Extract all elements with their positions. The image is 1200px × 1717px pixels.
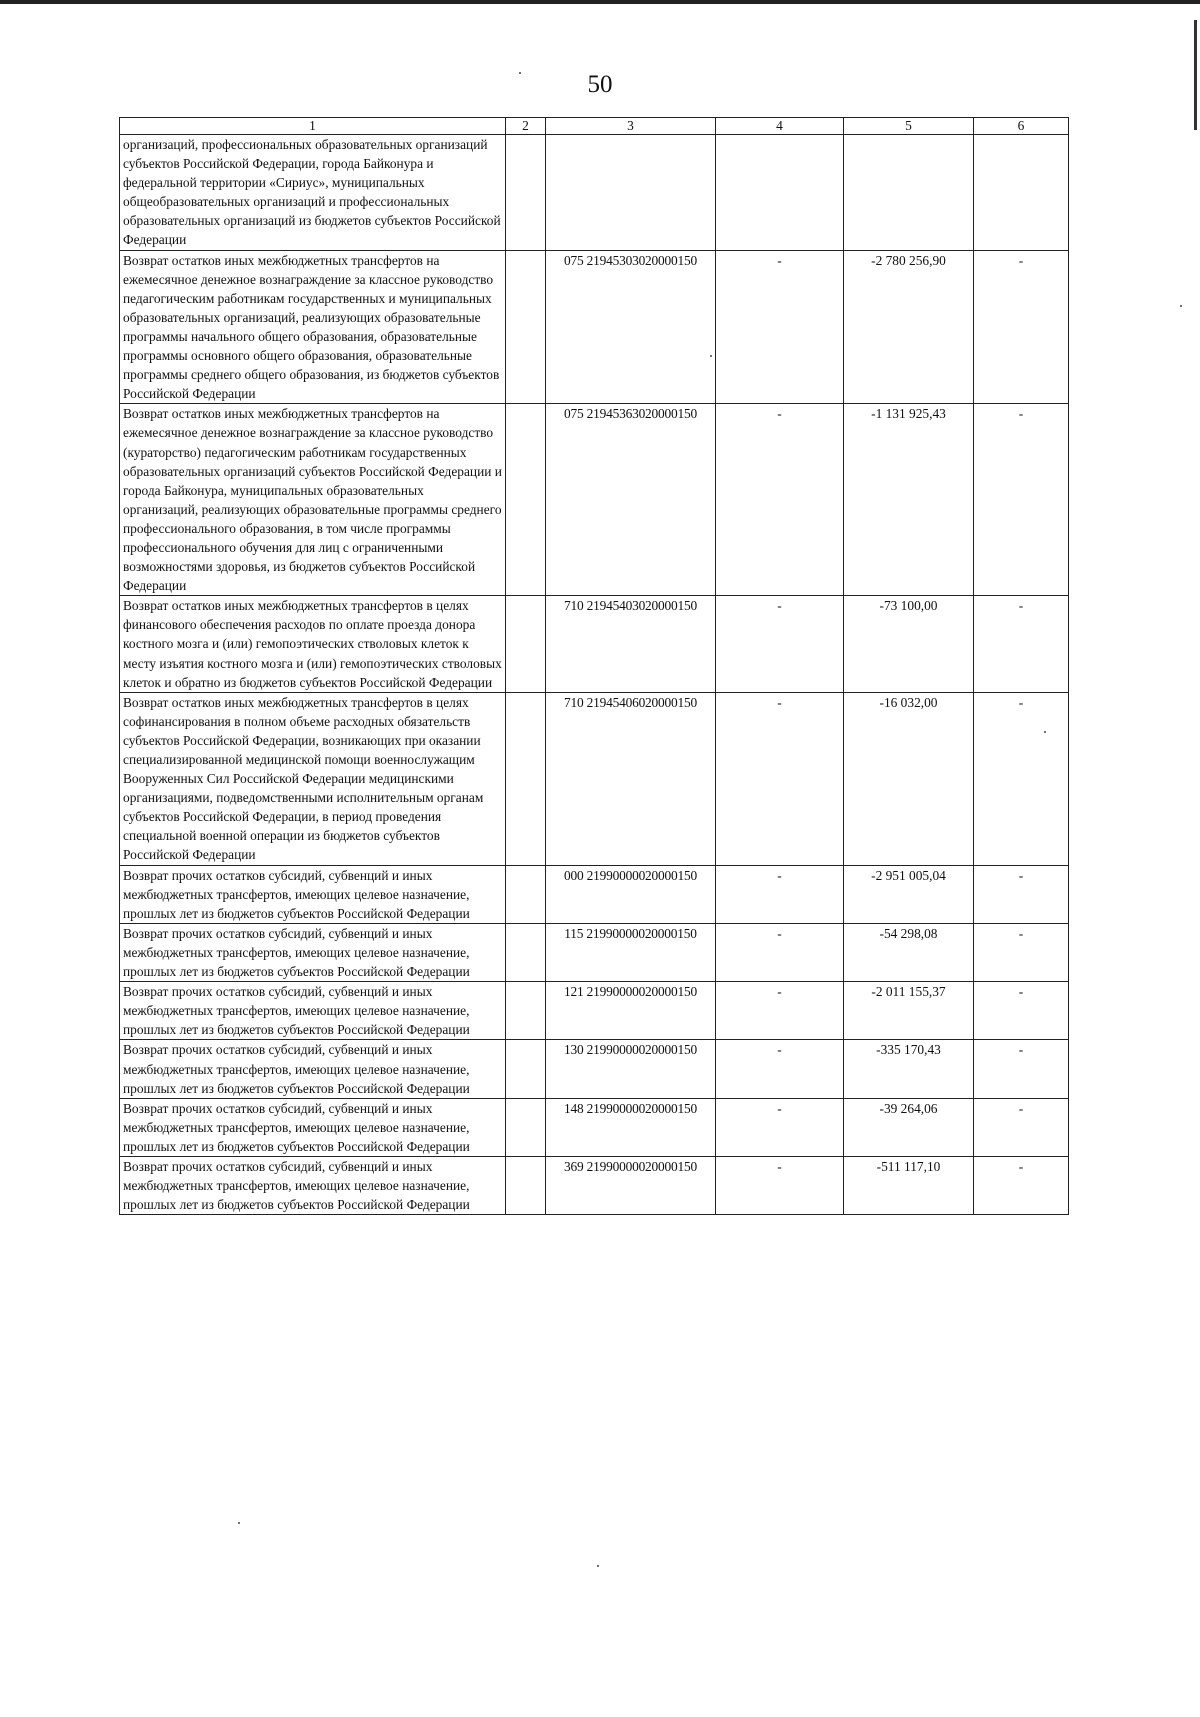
description-cell: организаций, профессиональных образовательных организаций субъектов Российской Федерации, города Байконура и федеральной территории «Сириус», муниципальных общеобразовательных организаций и профессиональных образовательных организаций из бюджетов субъектов Российской Федерации bbox=[120, 135, 506, 251]
header-col-2: 2 bbox=[506, 118, 546, 135]
table-row bbox=[120, 135, 1069, 251]
description-cell: Возврат остатков иных межбюджетных трансфертов в целях финансового обеспечения расходов по оплате проезда донора костного мозга и (или) гемопоэтических стволовых клеток к месту изъятия костного мозга и (или) гемопоэтических стволовых клеток и обратно из бюджетов субъектов Российской Федерации bbox=[120, 596, 506, 692]
column-2-cell bbox=[506, 865, 546, 923]
column-4-cell bbox=[716, 135, 844, 251]
scan-speck bbox=[1180, 305, 1182, 307]
amount-cell: -2 780 256,90 bbox=[844, 250, 974, 404]
description-cell: Возврат прочих остатков субсидий, субвенций и иных межбюджетных трансфертов, имеющих целевое назначение, прошлых лет из бюджетов субъектов Российской Федерации bbox=[120, 1098, 506, 1156]
column-4-cell: - bbox=[716, 1098, 844, 1156]
column-2-cell bbox=[506, 1156, 546, 1214]
column-2-cell bbox=[506, 404, 546, 596]
table-row bbox=[120, 982, 1069, 1040]
scan-speck bbox=[519, 72, 521, 74]
description-cell: Возврат прочих остатков субсидий, субвенций и иных межбюджетных трансфертов, имеющих целевое назначение, прошлых лет из бюджетов субъектов Российской Федерации bbox=[120, 865, 506, 923]
table-row bbox=[120, 404, 1069, 596]
header-col-1: 1 bbox=[120, 118, 506, 135]
column-4-cell: - bbox=[716, 865, 844, 923]
column-6-cell: - bbox=[974, 865, 1069, 923]
budget-code-cell: 115 21990000020000150 bbox=[546, 923, 716, 981]
column-4-cell: - bbox=[716, 692, 844, 865]
column-4-cell: - bbox=[716, 1156, 844, 1214]
budget-code-cell: 710 21945403020000150 bbox=[546, 596, 716, 692]
description-cell: Возврат остатков иных межбюджетных трансфертов на ежемесячное денежное вознаграждение за классное руководство педагогическим работникам государственных и муниципальных образовательных организаций, реализующих образовательные программы начального общего образования, образовательные программы основного общего образования, образовательные программы среднего общего образования, из бюджетов субъектов Российской Федерации bbox=[120, 250, 506, 404]
table-row bbox=[120, 1156, 1069, 1214]
description-cell: Возврат прочих остатков субсидий, субвенций и иных межбюджетных трансфертов, имеющих целевое назначение, прошлых лет из бюджетов субъектов Российской Федерации bbox=[120, 1040, 506, 1098]
table-header-row bbox=[120, 118, 1069, 135]
page-number: 50 bbox=[587, 71, 613, 98]
column-6-cell: - bbox=[974, 1040, 1069, 1098]
scan-top-border bbox=[0, 0, 1200, 4]
budget-code-cell: 000 21990000020000150 bbox=[546, 865, 716, 923]
column-4-cell: - bbox=[716, 250, 844, 404]
column-6-cell: - bbox=[974, 250, 1069, 404]
header-col-5: 5 bbox=[844, 118, 974, 135]
scan-speck bbox=[597, 1565, 599, 1567]
column-2-cell bbox=[506, 923, 546, 981]
description-cell: Возврат прочих остатков субсидий, субвенций и иных межбюджетных трансфертов, имеющих целевое назначение, прошлых лет из бюджетов субъектов Российской Федерации bbox=[120, 1156, 506, 1214]
budget-code-cell: 369 21990000020000150 bbox=[546, 1156, 716, 1214]
description-cell: Возврат прочих остатков субсидий, субвенций и иных межбюджетных трансфертов, имеющих целевое назначение, прошлых лет из бюджетов субъектов Российской Федерации bbox=[120, 982, 506, 1040]
description-cell: Возврат прочих остатков субсидий, субвенций и иных межбюджетных трансфертов, имеющих целевое назначение, прошлых лет из бюджетов субъектов Российской Федерации bbox=[120, 923, 506, 981]
column-4-cell: - bbox=[716, 596, 844, 692]
column-4-cell: - bbox=[716, 1040, 844, 1098]
column-2-cell bbox=[506, 1098, 546, 1156]
column-6-cell: - bbox=[974, 1098, 1069, 1156]
header-col-3: 3 bbox=[546, 118, 716, 135]
amount-cell: -2 011 155,37 bbox=[844, 982, 974, 1040]
table-row bbox=[120, 865, 1069, 923]
amount-cell: -1 131 925,43 bbox=[844, 404, 974, 596]
column-6-cell bbox=[974, 135, 1069, 251]
amount-cell: -54 298,08 bbox=[844, 923, 974, 981]
description-cell: Возврат остатков иных межбюджетных трансфертов на ежемесячное денежное вознаграждение за классное руководство (кураторство) педагогическим работникам государственных образовательных организаций субъектов Российской Федерации и города Байконура, муниципальных образовательных организаций, реализующих образовательные программы среднего профессионального образования, в том числе программы профессионального обучения для лиц с ограниченными возможностями здоровья, из бюджетов субъектов Российской Федерации bbox=[120, 404, 506, 596]
amount-cell: -511 117,10 bbox=[844, 1156, 974, 1214]
table-row bbox=[120, 923, 1069, 981]
description-cell: Возврат остатков иных межбюджетных трансфертов в целях софинансирования в полном объеме расходных обязательств субъектов Российской Федерации, возникающих при оказании специализированной медицинской помощи военнослужащим Вооруженных Сил Российской Федерации медицинскими организациями, подведомственными исполнительным органам субъектов Российской Федерации, в период проведения специальной военной операции из бюджетов субъектов Российской Федерации bbox=[120, 692, 506, 865]
budget-code-cell: 130 21990000020000150 bbox=[546, 1040, 716, 1098]
amount-cell: -73 100,00 bbox=[844, 596, 974, 692]
column-6-cell: - bbox=[974, 982, 1069, 1040]
budget-code-cell: 710 21945406020000150 bbox=[546, 692, 716, 865]
budget-table bbox=[119, 117, 1069, 1215]
table-row bbox=[120, 1040, 1069, 1098]
budget-code-cell: 075 21945363020000150 bbox=[546, 404, 716, 596]
amount-cell: -16 032,00 bbox=[844, 692, 974, 865]
column-6-cell: - bbox=[974, 692, 1069, 865]
column-6-cell: - bbox=[974, 923, 1069, 981]
amount-cell: -39 264,06 bbox=[844, 1098, 974, 1156]
amount-cell: -2 951 005,04 bbox=[844, 865, 974, 923]
column-2-cell bbox=[506, 250, 546, 404]
scan-speck bbox=[710, 355, 712, 357]
column-4-cell: - bbox=[716, 404, 844, 596]
scan-speck bbox=[238, 1522, 240, 1524]
header-col-4: 4 bbox=[716, 118, 844, 135]
table-row bbox=[120, 596, 1069, 692]
table-row bbox=[120, 692, 1069, 865]
budget-code-cell: 121 21990000020000150 bbox=[546, 982, 716, 1040]
column-2-cell bbox=[506, 692, 546, 865]
column-4-cell: - bbox=[716, 982, 844, 1040]
column-2-cell bbox=[506, 1040, 546, 1098]
column-2-cell bbox=[506, 982, 546, 1040]
scan-speck bbox=[1044, 731, 1046, 733]
column-4-cell: - bbox=[716, 923, 844, 981]
header-col-6: 6 bbox=[974, 118, 1069, 135]
column-6-cell: - bbox=[974, 596, 1069, 692]
amount-cell: -335 170,43 bbox=[844, 1040, 974, 1098]
column-6-cell: - bbox=[974, 404, 1069, 596]
table-row bbox=[120, 250, 1069, 404]
amount-cell bbox=[844, 135, 974, 251]
column-6-cell: - bbox=[974, 1156, 1069, 1214]
table-row bbox=[120, 1098, 1069, 1156]
column-2-cell bbox=[506, 596, 546, 692]
budget-code-cell: 148 21990000020000150 bbox=[546, 1098, 716, 1156]
budget-code-cell: 075 21945303020000150 bbox=[546, 250, 716, 404]
column-2-cell bbox=[506, 135, 546, 251]
budget-code-cell bbox=[546, 135, 716, 251]
